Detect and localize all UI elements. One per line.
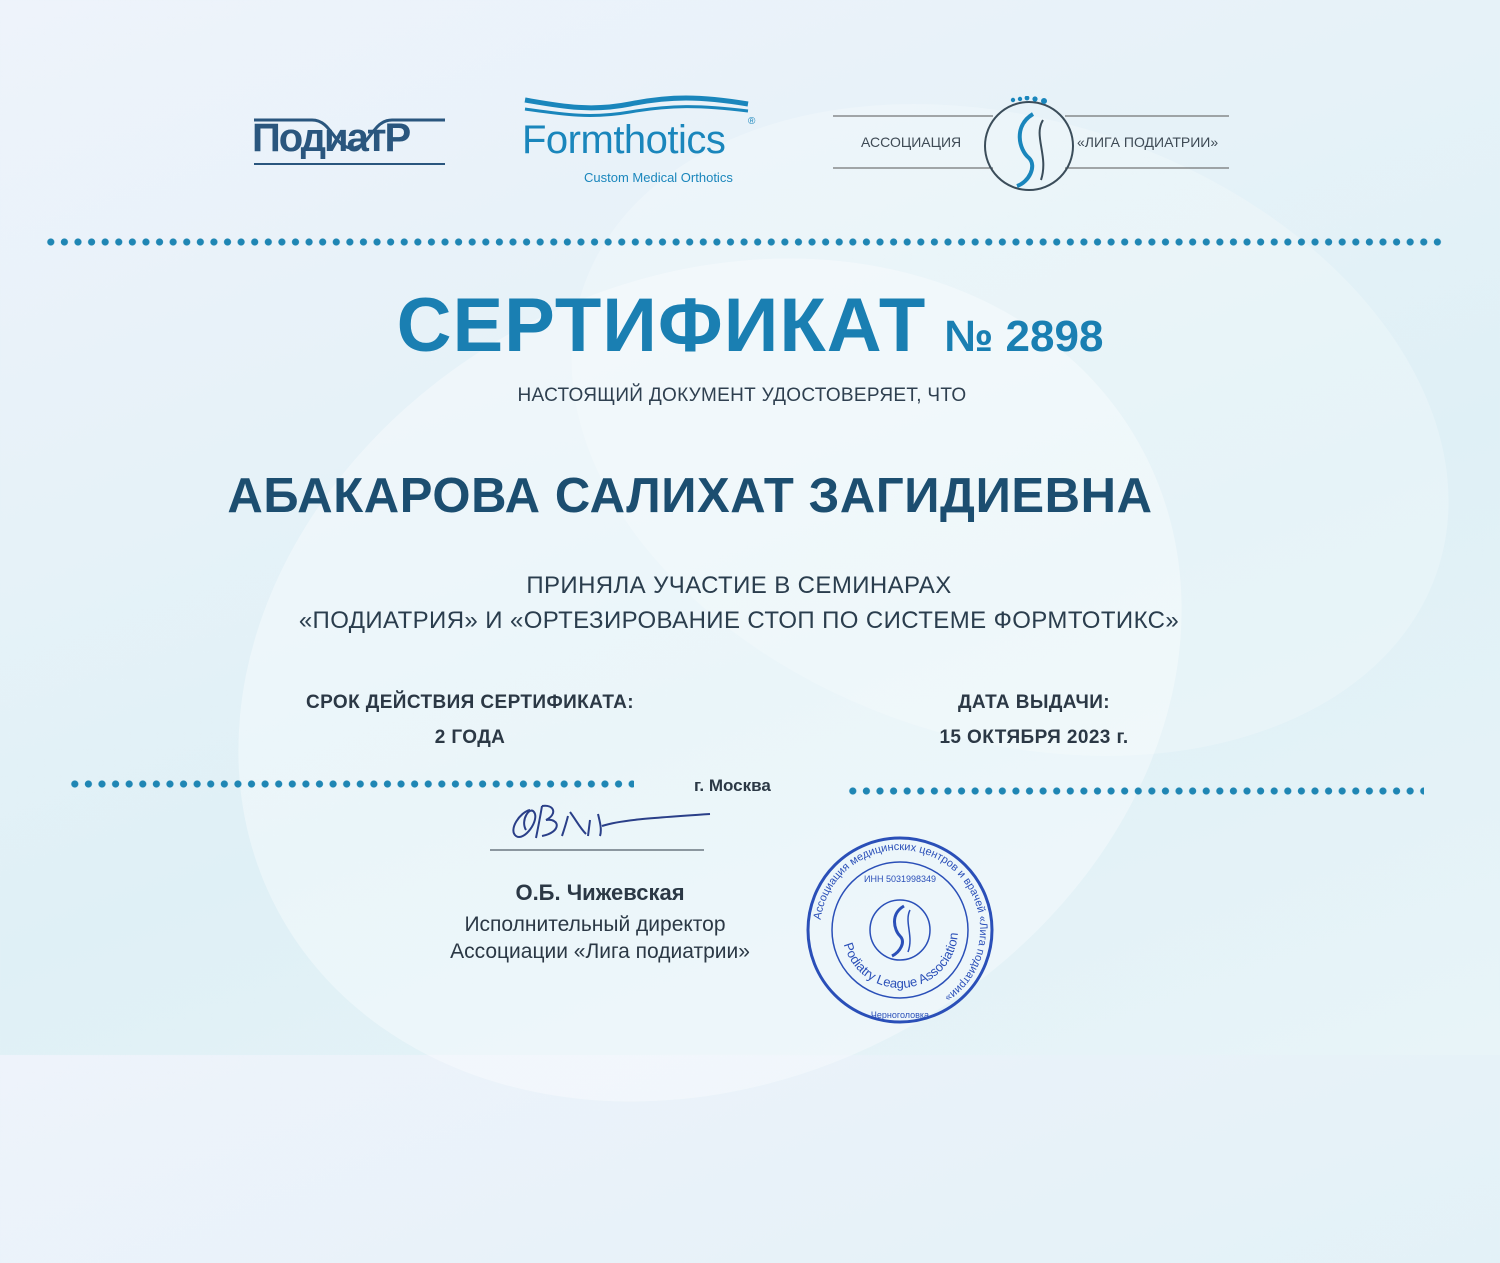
stamp-english: Podiatry League Association bbox=[840, 931, 962, 992]
validity-label: СРОК ДЕЙСТВИЯ СЕРТИФИКАТА: bbox=[305, 692, 634, 713]
association-label-left: АССОЦИАЦИЯ bbox=[861, 134, 962, 150]
certificate-number: № 2898 bbox=[944, 312, 1104, 361]
recipient-name: АБАКАРОВА САЛИХАТ ЗАГИДИЕВНА bbox=[227, 469, 1153, 523]
formthotics-subtitle: Custom Medical Orthotics bbox=[584, 170, 733, 185]
association-stamp bbox=[800, 830, 1000, 1030]
seminar-line-2: «ПОДИАТРИЯ» И «ОРТЕЗИРОВАНИЕ СТОП ПО СИСТЕМЕ ФОРМТОТИКС» bbox=[298, 607, 1180, 634]
stamp-city: Черноголовка bbox=[870, 1010, 930, 1020]
association-logo bbox=[833, 96, 1233, 192]
certificate-title bbox=[0, 282, 1500, 369]
validity-value: 2 ГОДА bbox=[434, 727, 506, 748]
stamp-outer-text: Ассоциация медицинских центров и врачей «Лига подиатрии» bbox=[811, 840, 990, 1004]
podiatr-logo bbox=[252, 108, 447, 170]
signatory-organization: Ассоциации «Лига подиатрии» bbox=[450, 940, 750, 963]
city: г. Москва bbox=[694, 776, 771, 795]
issue-date-label: ДАТА ВЫДАЧИ: bbox=[958, 692, 1110, 713]
issue-date-value: 15 ОКТЯБРЯ 2023 г. bbox=[939, 727, 1129, 748]
handwritten-signature bbox=[490, 790, 720, 860]
formthotics-logo bbox=[520, 92, 760, 192]
seminar-line-1: ПРИНЯЛА УЧАСТИЕ В СЕМИНАРАХ bbox=[526, 572, 952, 599]
stamp-inn: ИНН 5031998349 bbox=[863, 874, 937, 884]
formthotics-name: Formthotics bbox=[522, 118, 726, 162]
certificate-intro: НАСТОЯЩИЙ ДОКУМЕНТ УДОСТОВЕРЯЕТ, ЧТО bbox=[517, 385, 967, 406]
signatory-position: Исполнительный директор bbox=[464, 913, 726, 936]
registered-mark: ® bbox=[748, 116, 756, 127]
dotted-divider-right bbox=[846, 786, 1424, 796]
certificate-heading: СЕРТИФИКАТ bbox=[396, 283, 927, 368]
podiatr-logo-text: ПодиатР bbox=[252, 116, 410, 160]
signatory-name: О.Б. Чижевская bbox=[515, 880, 685, 905]
dotted-divider-left bbox=[68, 779, 634, 789]
dotted-divider-top bbox=[44, 237, 1446, 247]
association-label-right: «ЛИГА ПОДИАТРИИ» bbox=[1077, 134, 1219, 150]
